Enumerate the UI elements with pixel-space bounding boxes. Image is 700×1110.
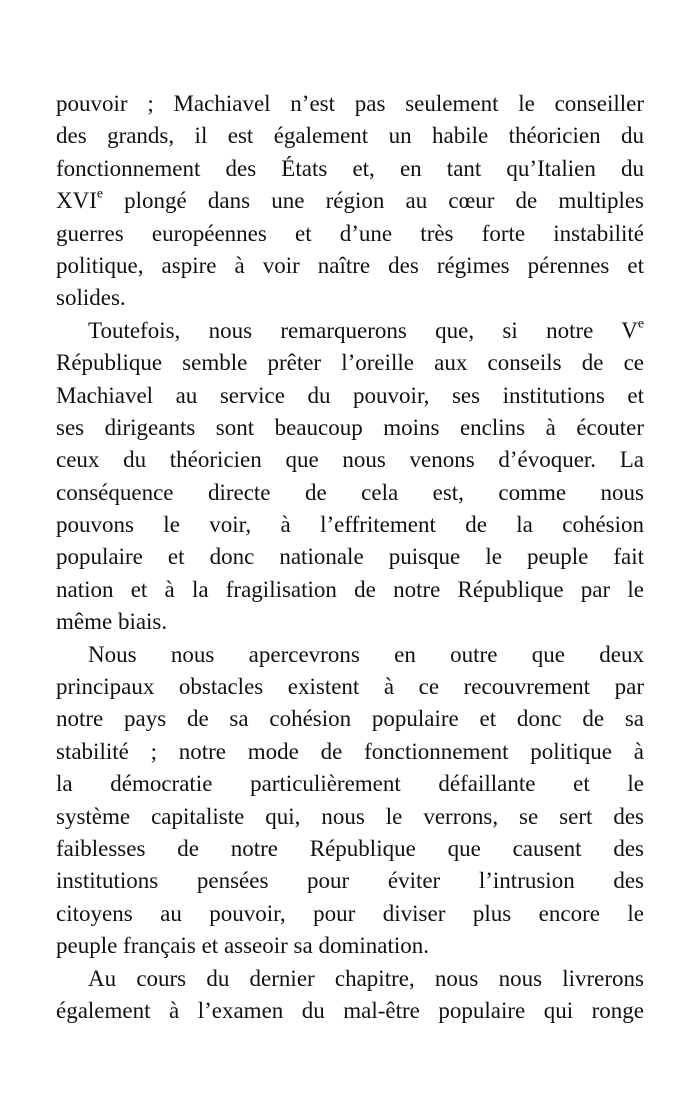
text-line: nation et à la fragilisation de notre République par le	[56, 576, 644, 602]
superscript: e	[637, 315, 644, 331]
text-line: fonctionnement des États et, en tant qu’Italien du	[56, 155, 644, 181]
text-line: principaux obstacles existent à ce recouvrement par	[56, 674, 644, 700]
text-line: République semble prêter l’oreille aux conseils de ce	[56, 350, 644, 376]
text-line: guerres européennes et d’une très forte instabilité	[56, 220, 644, 246]
text-line: Toutefois, nous remarquerons que, si notre Ve	[88, 315, 644, 343]
text-line: Nous nous apercevrons en outre que deux	[88, 641, 644, 667]
paragraph	[56, 315, 644, 639]
text-line: populaire et donc nationale puisque le peuple fait	[56, 544, 644, 570]
text-line: pouvoir ; Machiavel n’est pas seulement le conseiller	[56, 91, 644, 116]
paragraph	[56, 88, 644, 315]
superscript: e	[96, 185, 104, 201]
text-line: même biais.	[56, 609, 168, 635]
text-line: des grands, il est également un habile théoricien du	[56, 123, 644, 149]
text-line: notre pays de sa cohésion populaire et donc de sa	[56, 706, 644, 732]
text-line: Machiavel au service du pouvoir, ses institutions et	[56, 382, 644, 408]
text-line: politique, aspire à voir naître des régimes pérennes et	[56, 252, 644, 278]
text-line: également à l’examen du mal-être populaire qui ronge	[56, 997, 644, 1023]
text-line: Au cours du dernier chapitre, nous nous livrerons	[88, 965, 644, 991]
paragraph	[56, 639, 644, 963]
text-line: citoyens au pouvoir, pour diviser plus encore le	[56, 900, 644, 926]
text-line: système capitaliste qui, nous le verrons, se sert des	[56, 803, 644, 829]
text-line: solides.	[56, 285, 126, 311]
text-line: faiblesses de notre République que causent des	[56, 835, 644, 861]
text-line: conséquence directe de cela est, comme nous	[56, 479, 644, 505]
text-line: ceux du théoricien que nous venons d’évoquer. La	[56, 447, 644, 473]
text-line: XVIe plongé dans une région au cœur de multiples	[56, 185, 644, 214]
text-line: institutions pensées pour éviter l’intrusion des	[56, 868, 644, 894]
text-line: pouvons le voir, à l’effritement de la cohésion	[56, 512, 644, 538]
text-line: peuple français et asseoir sa domination.	[56, 933, 429, 959]
text-line: ses dirigeants sont beaucoup moins enclins à écouter	[56, 414, 644, 440]
body-text	[56, 88, 644, 1027]
text-line: la démocratie particulièrement défaillante et le	[56, 771, 644, 797]
text-line: stabilité ; notre mode de fonctionnement politique à	[56, 738, 644, 764]
paragraph	[56, 963, 644, 1028]
